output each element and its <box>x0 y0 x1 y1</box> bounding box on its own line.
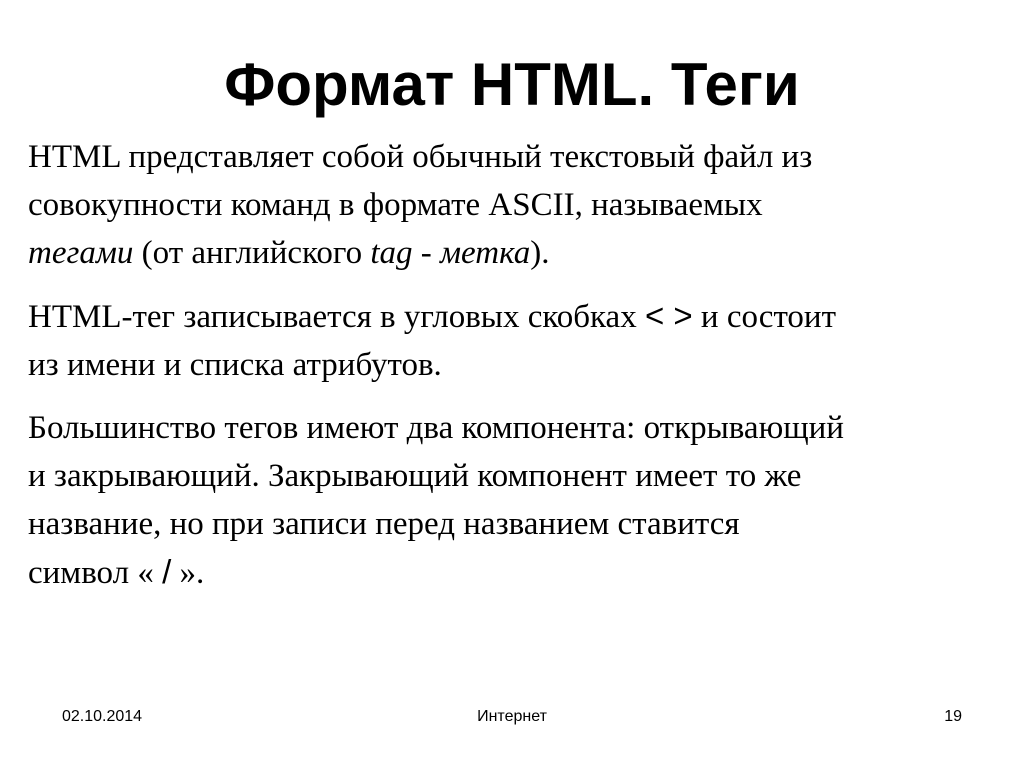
text-line <box>28 292 1018 341</box>
text-line: из имени и списка атрибутов. <box>28 347 442 383</box>
text-fragment: ». <box>171 555 205 591</box>
angle-brackets-symbol: < > <box>644 297 693 334</box>
text-fragment: HTML-тег записывается в угловых скобках <box>28 299 645 335</box>
text-line <box>28 548 1018 597</box>
footer-date: 02.10.2014 <box>62 708 143 725</box>
term-tag-translation: tag - метка <box>370 235 531 271</box>
text-fragment: и состоит <box>692 299 837 335</box>
term-tags: тегами <box>28 235 134 271</box>
text-line: Большинство тегов имеют два компонента: открывающий <box>28 410 844 446</box>
text-line: и закрывающий. Закрывающий компонент имеет то же <box>28 458 802 494</box>
text-line: совокупности команд в формате ASCII, называемых <box>28 187 763 223</box>
paragraph-closing-tags <box>28 404 1018 597</box>
paragraph-tag-syntax <box>28 292 1018 389</box>
text-fragment: символ « <box>28 555 163 591</box>
page-number: 19 <box>944 708 962 725</box>
text-line: HTML представляет собой обычный текстовый файл из <box>28 139 813 175</box>
text-fragment: (от английского <box>133 235 371 271</box>
text-fragment: ). <box>530 235 550 271</box>
text-line <box>28 229 1018 277</box>
paragraph-html-definition <box>28 133 1018 277</box>
footer-title: Интернет <box>477 708 547 725</box>
slide-body <box>28 133 1018 597</box>
slide-title: Формат HTML. Теги <box>224 51 800 118</box>
slash-symbol: / <box>162 553 172 590</box>
text-line: название, но при записи перед названием ставится <box>28 506 740 542</box>
